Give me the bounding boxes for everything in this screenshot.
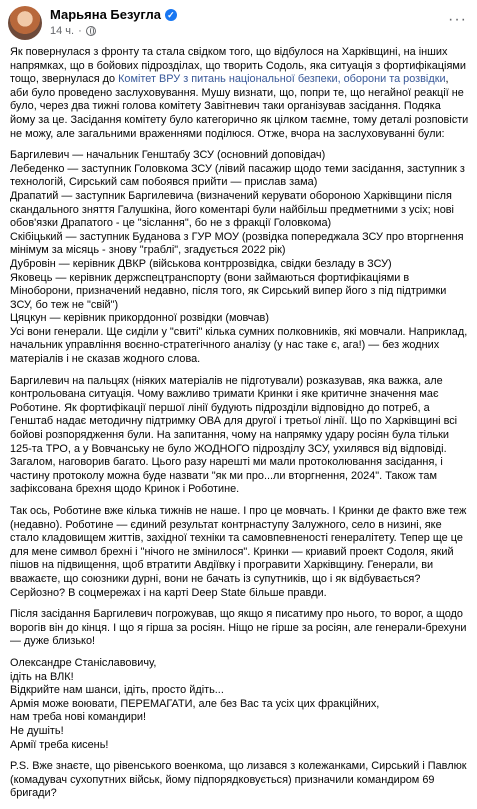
address-line: Армії треба кисень! xyxy=(10,738,109,751)
committee-link[interactable]: Комітет ВРУ з питань національної безпеки, оборони та розвідки xyxy=(118,73,446,86)
post-header xyxy=(8,6,469,42)
address-line: Армія може воювати, ПЕРЕМАГАТИ, але без Вас та усіх цих фракційних, xyxy=(10,697,380,710)
verified-badge-icon: ✓ xyxy=(165,9,177,21)
list-item: Цяцкун — керівник прикордонної розвідки (мовчав) xyxy=(10,312,269,325)
paragraph-ps: P.S. Вже знаєте, що рівенського военкома, що лизався з колежанками, Сирський і Павлюк (комадувач сухопутних військ, йому підпорядковується) призначили командиром 69 бригади? xyxy=(10,760,467,800)
address-block xyxy=(10,657,469,752)
post-body xyxy=(10,46,469,809)
post-time[interactable]: 14 ч. xyxy=(50,25,75,37)
globe-icon xyxy=(86,26,96,36)
list-item: Баргилевич — начальник Генштабу ЗСУ (основний доповідач) xyxy=(10,149,326,162)
address-line: ідіть на ВЛК! xyxy=(10,670,74,683)
post-meta: 14 ч. · xyxy=(50,25,96,37)
paragraph-intro: Як повернулася з фронту та стала свідком того, що відбулося на Харківщині, на інших напрямках, що в бойових підрозділах, що творить Содоль, яка ситуація з фортифікаціями тощо, звернулася до Комітет ВРУ з питань національної безпеки, оборони та розвідки, аби було проведено заслуховування. Мушу визнати, що, попри те, що негайної реакції не було, через два тижні голова комітету Завітневич таки організував засідання. Подяка йому за це. Засідання комітету було категорично як цілком таємне, тому деталі розповісти не можу, але загальними враженнями поділюся. Отже, вчора на заслуховуванні були: xyxy=(10,46,469,140)
paragraph-after-meeting: Після засідання Баргилевич погрожував, що якщо я писатиму про нього, то ворог, а щодо ворогів він до кінця. І що я гірша за росіян. Ніщо не гірше за росіян, але генерали-брехуни — дуже близько! xyxy=(10,608,467,648)
paragraph-robotyne: Так ось, Роботине вже кілька тижнів не наше. І про це мовчать. І Кринки де факто вже теж (недавно). Роботине — єдиний результат контрнаступу Залужного, село в низині, яке стало кладовищем життів, західної техніки та самовпевненості генералітету. Тепер ще це для мене символ брехні і "нічого не змінилося". Кринки — криавий проект Содоля, який пішов на підвищення, щоб втратити Авдіївку і програвити Харківщину. Генерали, ви вважаєте, що союзники дурні, вони не бачать із супутників, що і як відбувається? Серйозно? В соцмережах і на карті Deep State більше правди. xyxy=(10,505,467,599)
author-row xyxy=(50,7,177,22)
address-line: Не душіть! xyxy=(10,724,64,737)
address-line: Олександре Станіславовичу, xyxy=(10,656,157,669)
attendee-list xyxy=(10,149,469,367)
paragraph-bargilevich: Баргилевич на пальцях (ніяких матеріалів не підготували) розказував, яка важка, але контрольована ситуація. Чому важливо тримати Кринки і яке критичне значення має Роботине. Як фортифікації першої лінії будують підрозділи відповідно до потреб, а Генштаб надає методичну підтримку ОВА для другої і третьої лінії. Що по Харківщині всі бойові розпорядження були. На запитання, чому на напрямку удару росіян була тільки 125-та ТРО, а у Вовчанську не було ЖОДНОГО підрозділу ЗСУ, ухилявся від відповіді. Загалом, наговорив багато. Цього разу нарешті ми мали протоколювання засідання, і частину протоколу можна буде назвати "як ми про...ли вторгнення, 2024". Також там зафіксована брехня щодо Кринок і Роботине. xyxy=(10,374,458,496)
list-item: Лебеденко — заступник Головкома ЗСУ (лівий пасажир щодо теми засідання, заступник з технологій, Сирський сам побоявся прийти — прислав зама) xyxy=(10,162,465,189)
list-item: Яковець — керівник держспецтранспорту (вони займаються фортифікаціями в Міноборони, призначений недавно, після того, як Сирський випер його з під підтримки ЗСУ, бо теж не "свій") xyxy=(10,271,447,311)
paragraph-generals: Усі вони генерали. Ще сиділи у "свиті" кілька сумних полковників, які мовчали. Наприклад, начальник управління воєнно-стратегічного аналізу (у нас таке є, ага!) — без жодних матеріалів і не сказав жодного слова. xyxy=(10,325,468,366)
address-line: нам треба нові командири! xyxy=(10,711,147,724)
author-name[interactable]: Марьяна Безугла xyxy=(50,7,161,22)
list-item: Скібіцький — заступник Буданова з ГУР МОУ (розвідка попереджала ЗСУ про вторгнення мінімум за місяць - знову "граблі", згадується 2022 рік) xyxy=(10,230,464,257)
more-options-button[interactable]: ··· xyxy=(448,11,467,28)
list-item: Драпатий — заступник Баргилевича (визначений керувати обороною Харківщини після скандального зняття Галушкіна, його коментарі були найбільш предметними з усіх; нові обов'язки Драпатого - це "зіслання", бо не з фракції Головкома) xyxy=(10,189,454,230)
list-item: Дубровін — керівник ДВКР (військова контррозвідка, свідки безладу в ЗСУ) xyxy=(10,257,392,270)
avatar[interactable] xyxy=(8,6,42,40)
address-line: Відкрийте нам шанси, ідіть, просто йдіть... xyxy=(10,684,224,697)
